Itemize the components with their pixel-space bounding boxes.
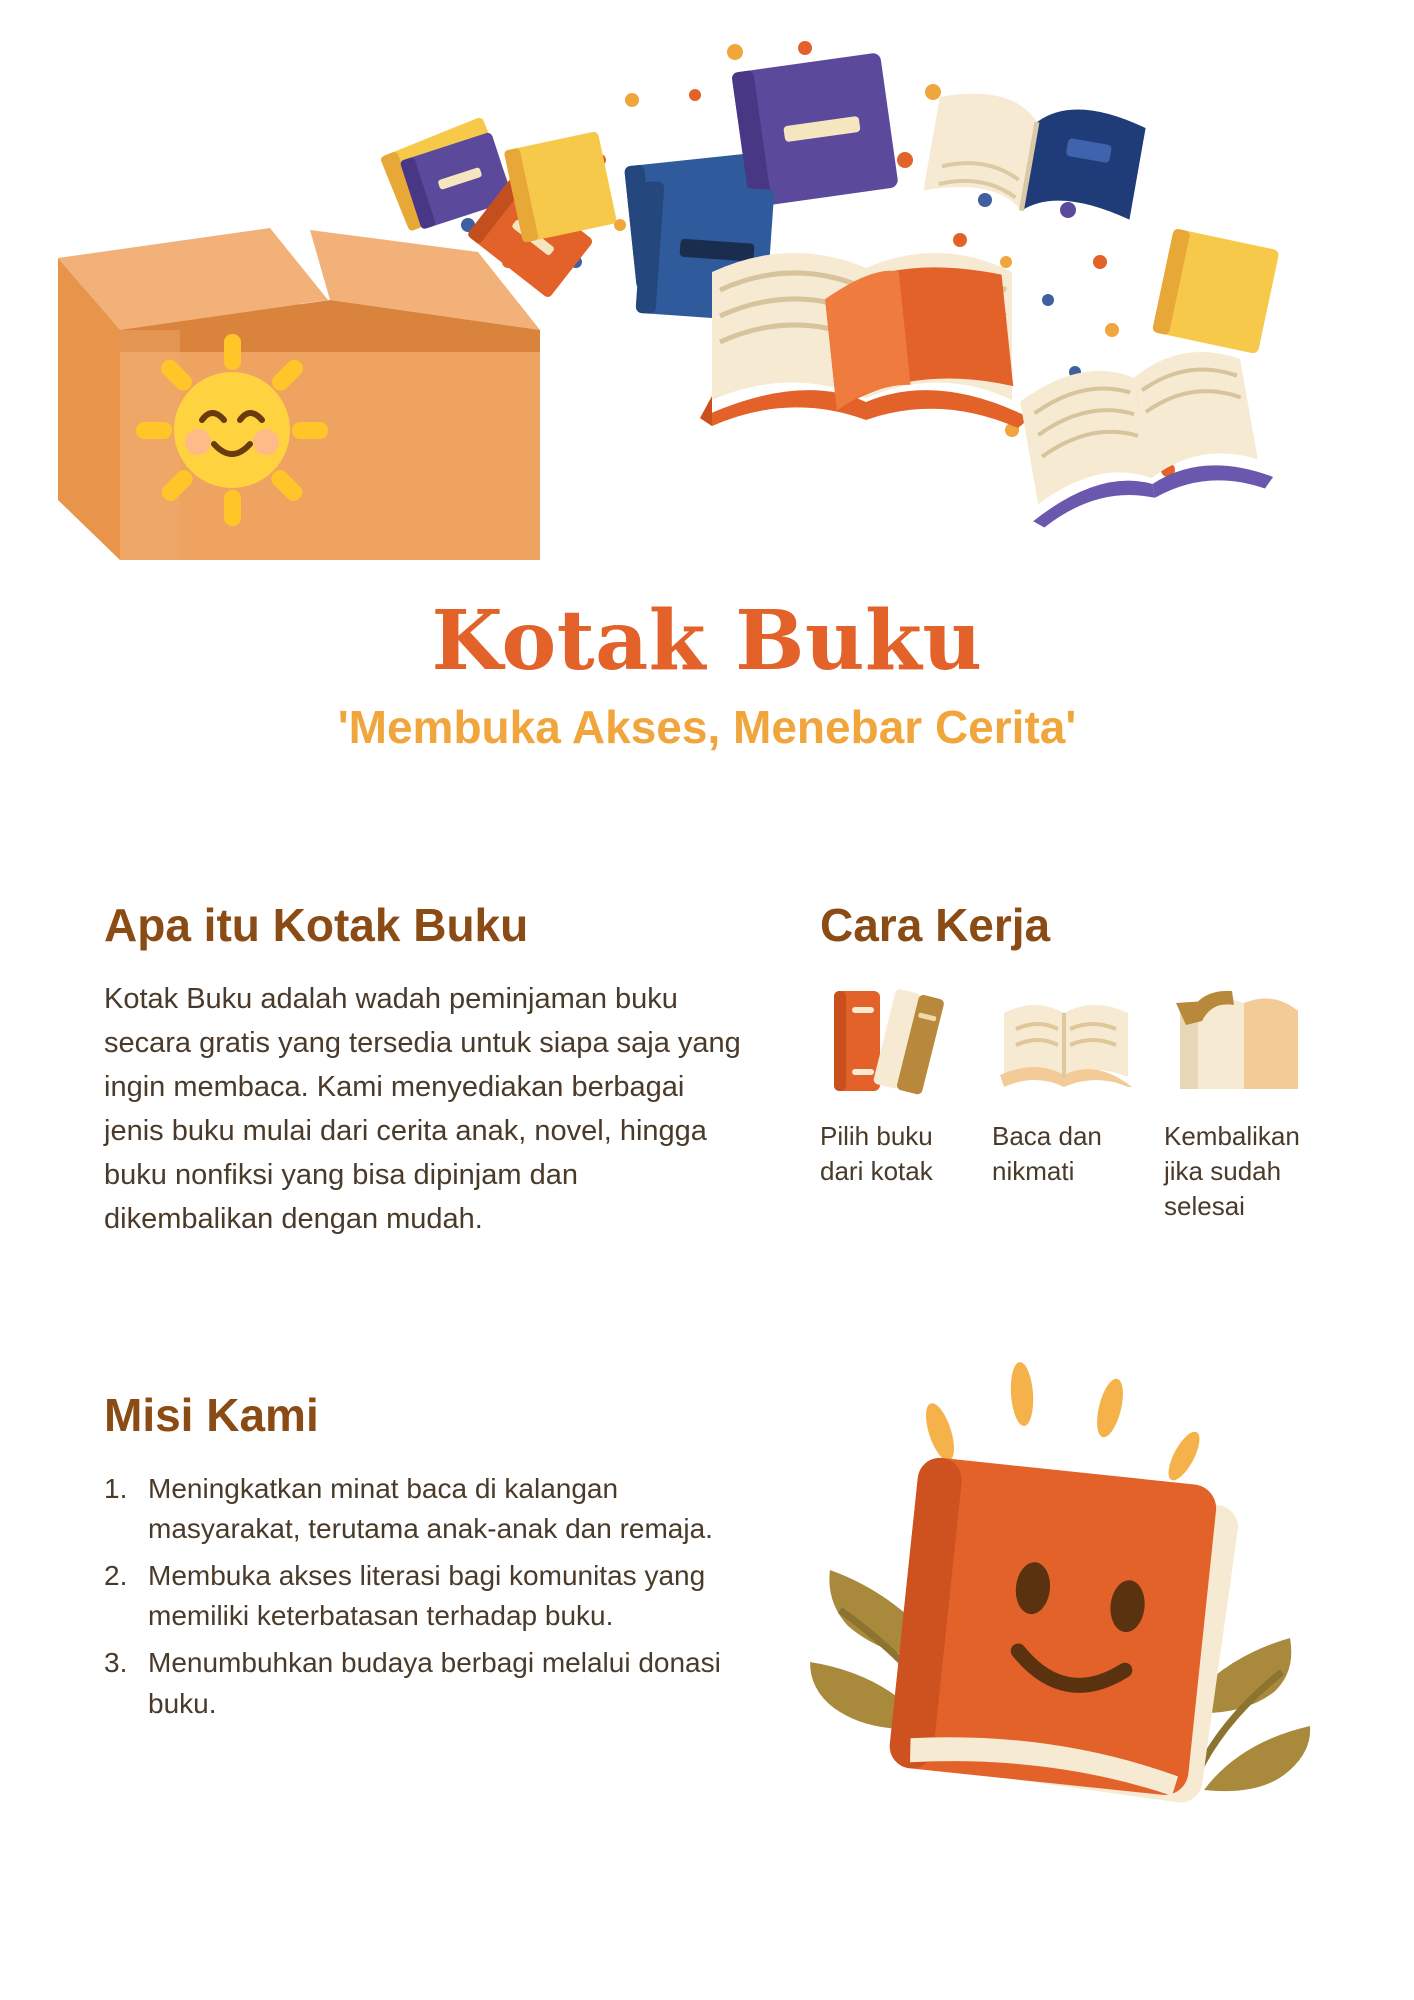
list-item-number: 2. <box>104 1559 128 1591</box>
smiling-book-mascot-icon <box>770 1360 1350 1920</box>
list-item-text: Membuka akses literasi bagi komunitas yang memiliki keterbatasan terhadap buku. <box>148 1559 706 1632</box>
page-subtitle: 'Membuka Akses, Menebar Cerita' <box>337 701 1077 753</box>
how-it-works-heading: Cara Kerja <box>820 899 1051 951</box>
how-it-works-steps <box>820 977 1340 1224</box>
list-item <box>104 1469 744 1550</box>
open-book-icon <box>992 977 1142 1097</box>
how-step <box>992 977 1142 1189</box>
mission-list <box>104 1469 744 1725</box>
list-item <box>104 1556 744 1637</box>
about-section <box>104 900 744 1241</box>
title-block <box>0 593 1414 753</box>
mission-section <box>104 1390 744 1730</box>
hero-illustration <box>0 0 1414 580</box>
closed-books-icon <box>820 977 970 1097</box>
list-item-text: Menumbuhkan budaya berbagi melalui donasi buku. <box>148 1646 721 1719</box>
how-it-works-section <box>820 900 1340 1224</box>
about-body: Kotak Buku adalah wadah peminjaman buku secara gratis yang tersedia untuk siapa saja yang ingin membaca. Kami menyediakan berbagai jenis buku mulai dari cerita anak, novel, hingga buku nonfiksi yang bisa dipinjam dan dikembalikan dengan mudah. <box>104 982 741 1235</box>
list-item-number: 1. <box>104 1472 128 1504</box>
how-step-caption: Pilih buku dari kotak <box>820 1120 933 1186</box>
mascot-illustration <box>770 1360 1350 1920</box>
how-step <box>820 977 970 1189</box>
page-title: Kotak Buku <box>431 593 983 689</box>
about-heading: Apa itu Kotak Buku <box>104 899 529 951</box>
how-step-caption: Baca dan nikmati <box>992 1120 1102 1186</box>
mission-heading: Misi Kami <box>104 1389 319 1441</box>
list-item-number: 3. <box>104 1646 128 1678</box>
list-item <box>104 1643 744 1724</box>
how-step <box>1164 977 1314 1224</box>
how-step-caption: Kembalikan jika sudah selesai <box>1164 1120 1300 1221</box>
books-flying-out-of-box-icon <box>0 0 1414 580</box>
list-item-text: Meningkatkan minat baca di kalangan masyarakat, terutama anak-anak dan remaja. <box>148 1472 713 1545</box>
return-book-arrow-icon <box>1164 977 1314 1097</box>
